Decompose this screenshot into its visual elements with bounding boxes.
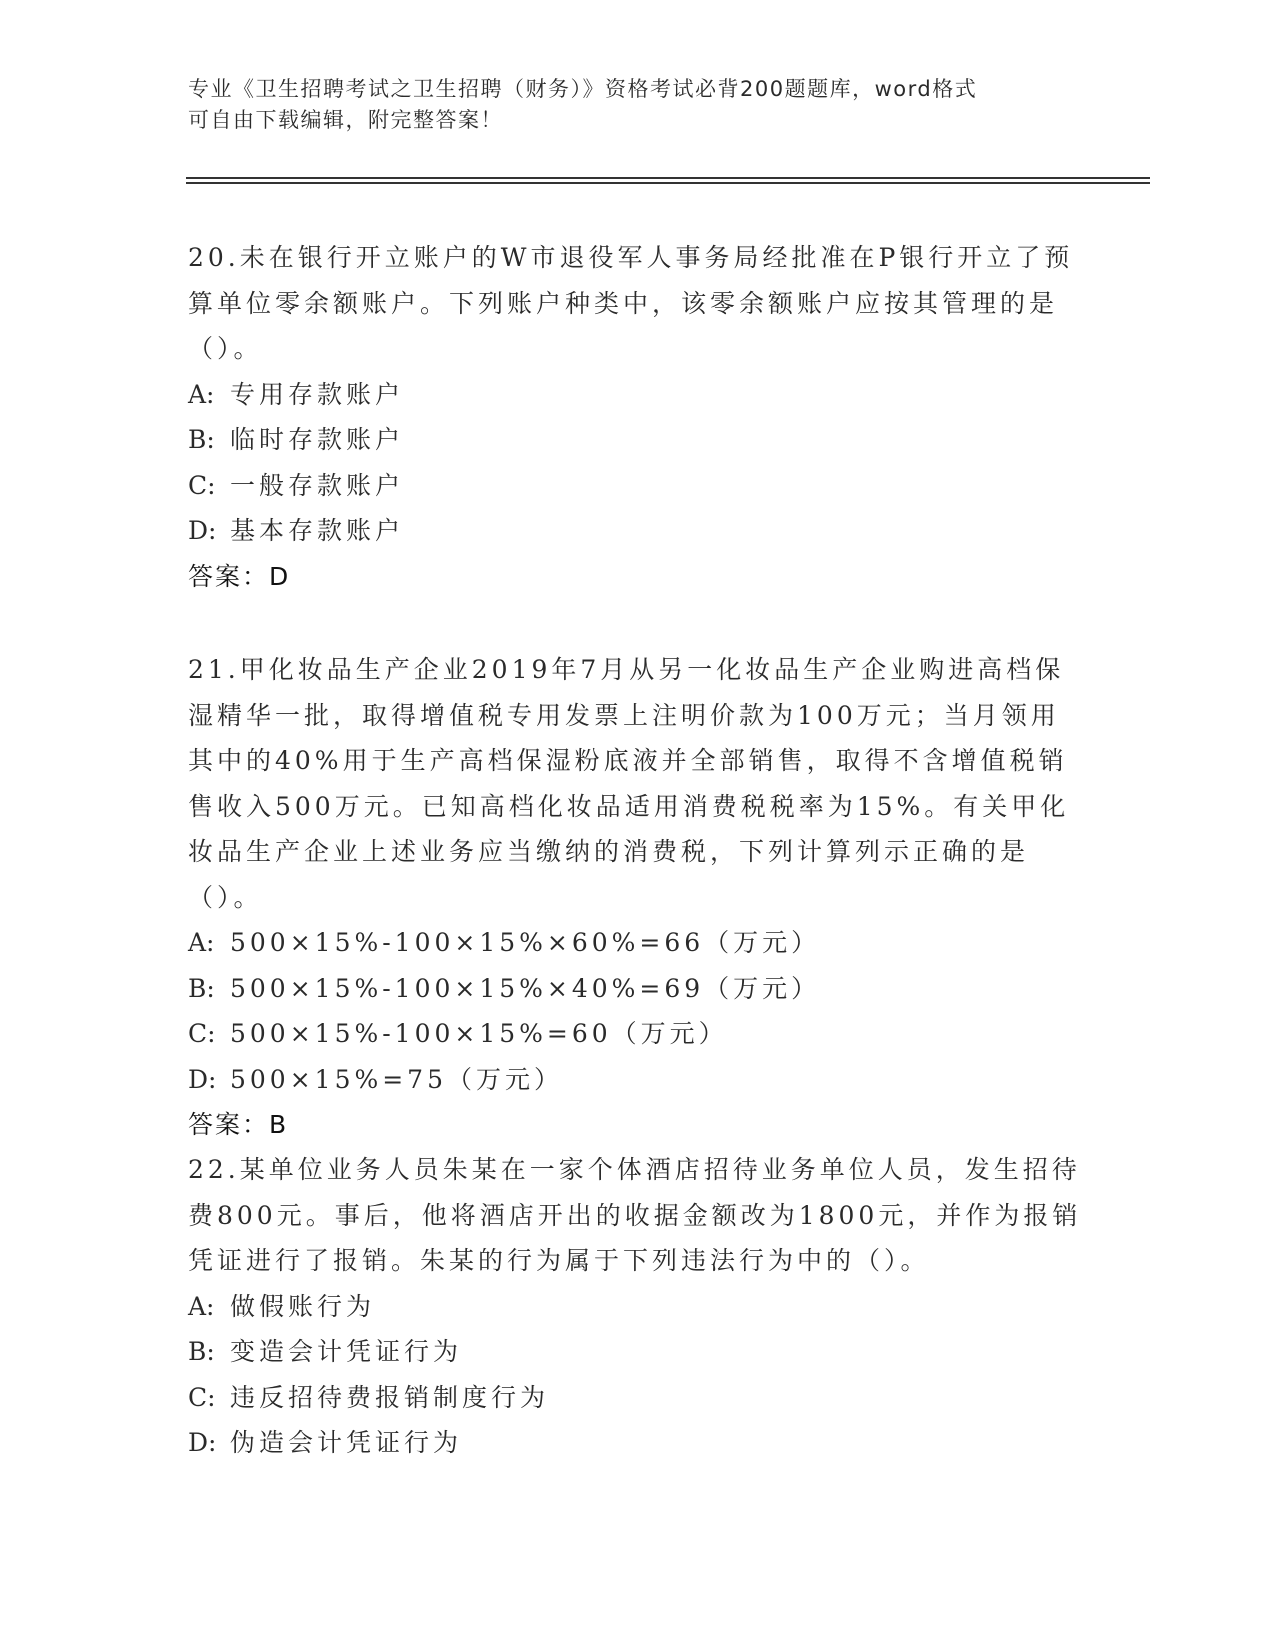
option-text: 做假账行为 <box>230 1291 376 1321</box>
option-text: 一般存款账户 <box>230 470 405 500</box>
option-c <box>188 1375 1088 1421</box>
option-key: D: <box>188 516 217 545</box>
question-stem: 21.甲化妆品生产企业2019年7月从另一化妆品生产企业购进高档保湿精华一批，取得增值税专用发票上注明价款为100万元；当月领用其中的40%用于生产高档保湿粉底液并全部销售，取得不含增值税销售收入500万元。已知高档化妆品适用消费税税率为15%。有关甲化妆品生产企业上述业务应当缴纳的消费税，下列计算列示正确的是（）。 <box>188 655 1070 912</box>
option-a <box>188 372 1088 418</box>
option-key: C: <box>188 470 216 500</box>
option-d <box>188 508 1088 554</box>
option-key: A: <box>188 379 215 409</box>
option-text: 伪造会计凭证行为 <box>230 1428 463 1457</box>
option-text: 基本存款账户 <box>230 516 405 545</box>
header-divider-top <box>186 177 1150 179</box>
option-c <box>188 463 1088 509</box>
option-key: B: <box>188 425 215 454</box>
option-b <box>188 417 1088 463</box>
option-text: 500×15%-100×15%×60%=66（万元） <box>230 928 821 957</box>
option-key: A: <box>188 928 215 957</box>
option-d <box>188 1420 1088 1466</box>
question-stem: 20.未在银行开立账户的W市退役军人事务局经批准在P银行开立了预算单位零余额账户。下列账户种类中，该零余额账户应按其管理的是（）。 <box>188 243 1074 363</box>
option-c <box>188 1011 1088 1057</box>
option-a <box>188 920 1088 966</box>
option-text: 500×15%-100×15%=60（万元） <box>230 1019 728 1048</box>
option-text: 变造会计凭证行为 <box>230 1337 463 1366</box>
option-key: A: <box>188 1291 215 1321</box>
document-intro <box>188 74 1088 136</box>
option-key: D: <box>188 1428 217 1457</box>
question-21 <box>188 647 1088 1147</box>
option-key: C: <box>188 1382 216 1412</box>
option-text: 违反招待费报销制度行为 <box>230 1382 550 1412</box>
intro-line-1: 专业《卫生招聘考试之卫生招聘（财务）》资格考试必背200题题库，word格式 <box>188 77 978 101</box>
option-text: 临时存款账户 <box>230 425 405 454</box>
option-key: B: <box>188 1337 215 1366</box>
option-d <box>188 1057 1088 1103</box>
intro-line-2: 可自由下载编辑，附完整答案！ <box>188 108 503 132</box>
option-b <box>188 966 1088 1012</box>
option-key: D: <box>188 1064 217 1094</box>
option-key: C: <box>188 1019 216 1048</box>
header-divider-bottom <box>186 182 1150 184</box>
option-key: B: <box>188 973 215 1003</box>
answer: 答案：D <box>188 561 291 591</box>
question-20 <box>188 235 1088 599</box>
option-text: 500×15%=75（万元） <box>230 1064 563 1094</box>
option-a <box>188 1284 1088 1330</box>
question-22 <box>188 1147 1088 1466</box>
option-b <box>188 1329 1088 1375</box>
answer: 答案：B <box>188 1110 289 1139</box>
question-stem: 22.某单位业务人员朱某在一家个体酒店招待业务单位人员，发生招待费800元。事后，他将酒店开出的收据金额改为1800元，并作为报销凭证进行了报销。朱某的行为属于下列违法行为中的（）。 <box>188 1155 1082 1275</box>
option-text: 专用存款账户 <box>230 379 405 409</box>
option-text: 500×15%-100×15%×40%=69（万元） <box>230 973 821 1003</box>
